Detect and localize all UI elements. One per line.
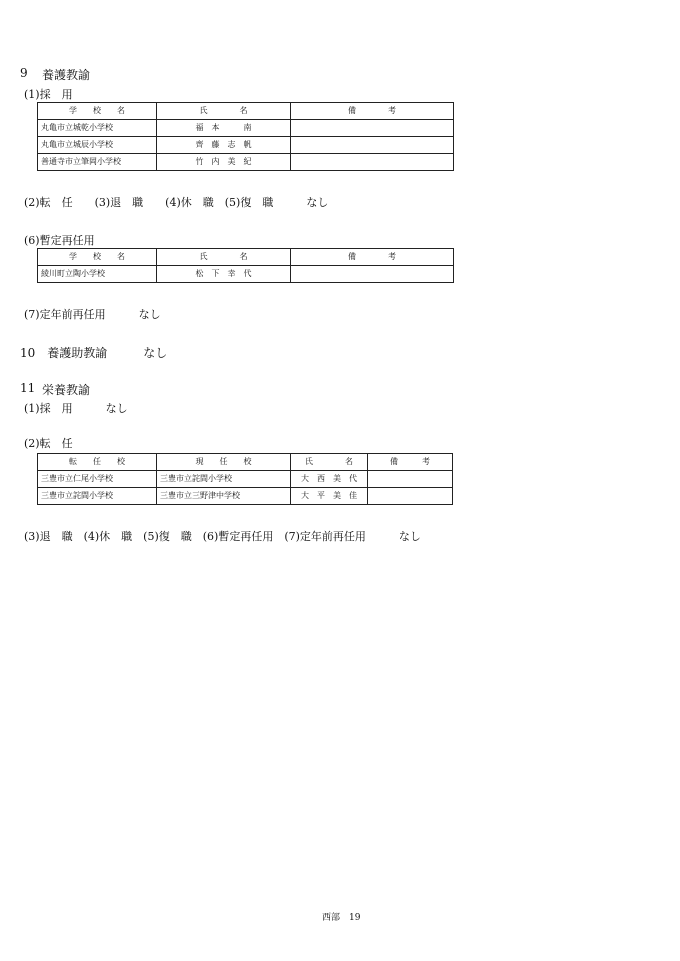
table-header-row [38,103,454,120]
table-row [38,471,453,488]
header-cell: 現 任 校 [157,454,291,471]
section-9-line-7: (7)定年前再任用 なし [24,308,161,321]
current-school-cell: 三豊市立詫間小学校 [157,471,291,488]
header-cell: 学 校 名 [38,249,157,266]
remarks-cell [291,120,454,137]
section-9-line-2: (2)転 任 (3)退 職 (4)休 職 (5)復 職 なし [24,196,329,209]
section-11-line-3: (3)退 職 (4)休 職 (5)復 職 (6)暫定再任用 (7)定年前再任用 なし [24,530,421,543]
header-cell: 備 考 [291,103,454,120]
section-11-sub-2: (2)転 任 [24,437,73,450]
section-9-number: 9 [20,66,28,80]
remarks-cell [291,154,454,171]
header-cell: 備 考 [291,249,454,266]
section-9-title: 養護教諭 [42,68,91,82]
section-9-sub-1: (1)採 用 [24,88,73,101]
current-school-cell: 三豊市立三野津中学校 [157,488,291,505]
section-10-line: 10 養護助教諭 なし [20,346,168,360]
transfer-to-cell: 三豊市立仁尾小学校 [38,471,157,488]
remarks-cell [291,266,454,283]
name-cell: 竹 内 美 紀 [157,154,291,171]
table-header-row [38,454,453,471]
table-9-1 [37,102,454,171]
table-row [38,120,454,137]
school-cell: 丸亀市立城乾小学校 [38,120,157,137]
header-cell: 氏 名 [157,103,291,120]
table-row [38,154,454,171]
section-9-sub-6: (6)暫定再任用 [24,234,95,247]
table-row [38,266,454,283]
remarks-cell [368,471,453,488]
header-cell: 備 考 [368,454,453,471]
name-cell: 齊 藤 志 帆 [157,137,291,154]
section-11-number: 11 [20,381,36,395]
section-11-sub-1: (1)採 用 なし [24,402,128,415]
table-header-row [38,249,454,266]
remarks-cell [368,488,453,505]
name-cell: 大 平 美 佳 [291,488,368,505]
table-9-6 [37,248,454,283]
name-cell: 松 下 幸 代 [157,266,291,283]
header-cell: 氏 名 [157,249,291,266]
table-row [38,137,454,154]
table-row [38,488,453,505]
name-cell: 大 西 美 代 [291,471,368,488]
school-cell: 綾川町立陶小学校 [38,266,157,283]
page-footer: 西部 19 [322,913,361,923]
header-cell: 学 校 名 [38,103,157,120]
header-cell: 転 任 校 [38,454,157,471]
section-11-title: 栄養教諭 [42,383,91,397]
header-cell: 氏 名 [291,454,368,471]
school-cell: 善通寺市立筆岡小学校 [38,154,157,171]
name-cell: 福 本 南 [157,120,291,137]
transfer-to-cell: 三豊市立詫間小学校 [38,488,157,505]
school-cell: 丸亀市立城辰小学校 [38,137,157,154]
remarks-cell [291,137,454,154]
table-11-2 [37,453,453,505]
